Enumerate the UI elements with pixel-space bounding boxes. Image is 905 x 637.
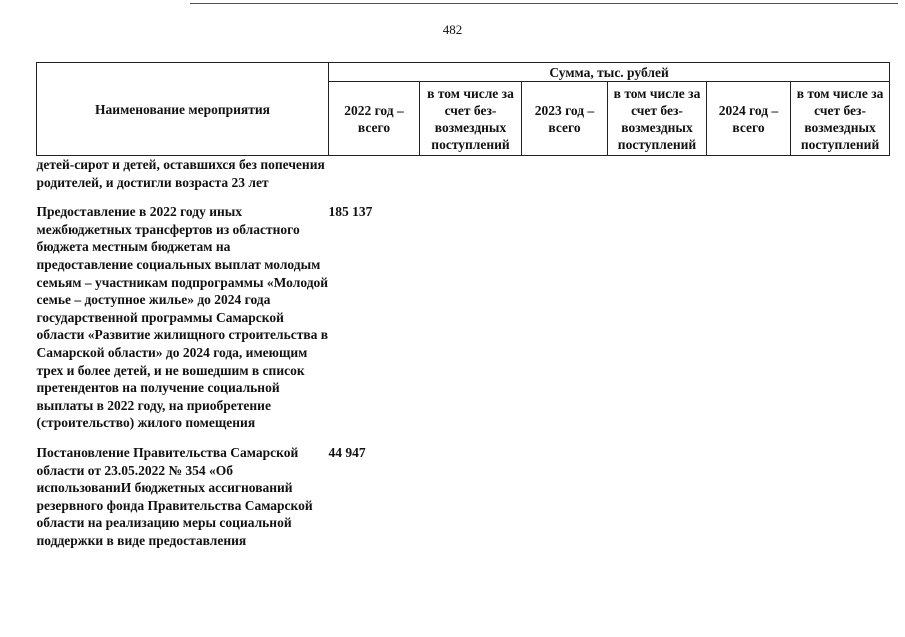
column-header-2022-total: 2022 год – всего: [329, 82, 420, 156]
value-2024-gratuitous: [791, 203, 890, 432]
row-spacer: [37, 191, 890, 203]
row-name: Постановление Правительства Самарской области от 23.05.2022 № 354 «Об использованиИ бюджетных ассигнований резервного фонда Правительства Самарской области на реализацию меры социальной поддержки в виде предоставления: [36, 444, 313, 548]
value-2024-gratuitous: [791, 156, 890, 192]
row-name: детей-сирот и детей, оставшихся без попечения родителей, и достигли возраста 23 лет: [36, 157, 325, 190]
value-2022-gratuitous: [420, 156, 522, 192]
value-2023-total: [522, 203, 608, 432]
value-2022-gratuitous: [420, 203, 522, 432]
row-name: Предоставление в 2022 году иных межбюджетных трансфертов из областного бюджета местным бюджетам на предоставление социальных выплат молодым семьям – участникам подпрограммы «Молодой семье – доступное жилье» до 2024 года государственной программы Самарской области «Развитие жилищного строительства в Самарской области» до 2024 года, имеющим трех и более детей, и не вошедшим в список претендентов на получение социальной выплаты в 2022 году, на приобретение (строительство) жилого помещения: [36, 204, 329, 431]
value-2023-gratuitous: [608, 444, 707, 550]
row-spacer: [37, 432, 890, 444]
budget-table: [36, 62, 890, 549]
value-2024-total: [707, 444, 791, 550]
value-2022-total: 185 137: [328, 204, 373, 220]
table-body: [37, 156, 890, 550]
value-2024-total: [707, 203, 791, 432]
column-header-sum: Сумма, тыс. рублей: [329, 63, 890, 82]
table-header: [37, 63, 890, 156]
table-row: [37, 156, 890, 192]
column-header-name: Наименование мероприятия: [37, 63, 329, 156]
value-2023-total: [522, 156, 608, 192]
table-row: [37, 444, 890, 550]
column-header-2023-gratuitous: в том числе за счет без-возмездных поступлений: [608, 82, 707, 156]
table-row: [37, 203, 890, 432]
column-header-2024-total: 2024 год – всего: [707, 82, 791, 156]
value-2022-total: [329, 156, 420, 192]
value-2023-total: [522, 444, 608, 550]
value-2024-gratuitous: [791, 444, 890, 550]
value-2022-total: 44 947: [328, 444, 366, 460]
column-header-2024-gratuitous: в том числе за счет без-возмездных поступлений: [791, 82, 890, 156]
column-header-2022-gratuitous: в том числе за счет без-возмездных поступлений: [420, 82, 522, 156]
top-rule: [190, 3, 898, 4]
value-2023-gratuitous: [608, 156, 707, 192]
value-2022-gratuitous: [420, 444, 522, 550]
column-header-2023-total: 2023 год – всего: [522, 82, 608, 156]
page-number: 482: [442, 22, 463, 37]
value-2023-gratuitous: [608, 203, 707, 432]
value-2024-total: [707, 156, 791, 192]
